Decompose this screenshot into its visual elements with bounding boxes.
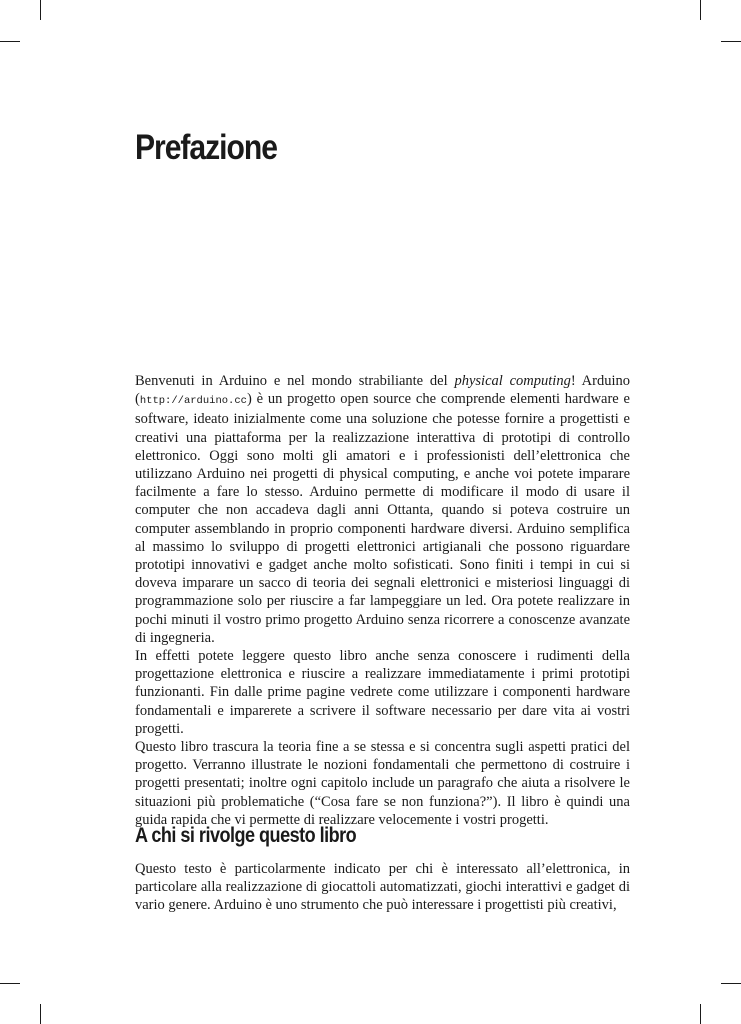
intro-p1-start: Benvenuti in Arduino e nel mondo strabiliante del [135, 373, 455, 389]
intro-paragraph-1 [135, 372, 630, 647]
crop-mark-bottom-right-h [721, 983, 741, 984]
intro-p1-mid: ! Arduino ( [135, 373, 630, 408]
section-paragraph-1: Questo testo è particolarmente indicato per chi è interessato all’elettronica, in particolare alla realizzazione di giocattoli automatizzati, giochi interattivi e gadget di vario genere. Arduino è uno strumento che può interessare i progettisti più creativi, [135, 861, 630, 914]
intro-paragraph-3: Questo libro trascura la teoria fine a se stessa e si concentra sugli aspetti pratici del progetto. Verranno illustrate le nozioni fondamentali che permettono di costruire i progetti presentati; inoltre ogni capitolo include un paragrafo che aiuta a risolvere le situazioni più problematiche (“Cosa fare se non funziona?”). Il libro è quindi una guida rapida che vi permette di realizzare velocemente i vostri progetti. [135, 739, 630, 828]
crop-mark-bottom-left [40, 1004, 41, 1024]
intro-p1-rest: ) è un progetto open source che comprende elementi hardware e software, ideato inizialmente come una soluzione che potesse fornire a progettisti e creativi una piattaforma per la realizzazione interattiva di prototipi di controllo elettronico. Oggi sono molti gli amatori e i professionisti dell’elettronica che utilizzano Arduino nei progetti di physical computing, e anche voi potete imparare facilmente a fare lo stesso. Arduino permette di modificare il modo di usare il computer che non accadeva dagli anni Ottanta, quando si poteva costruire un computer assemblando in proprio componenti hardware diversi. Arduino semplifica al massimo lo sviluppo di progetti elettronici artigianali che possono riguardare prototipi innovativi e gadget anche molto sofisticati. Sono finiti i tempi in cui si doveva imparare un sacco di teoria dei segnali elettronici e misteriosi linguaggi di programmazione solo per riuscire a far lampeggiare un led. Ora potete realizzare in pochi minuti il vostro primo progetto Arduino senza ricorrere a conoscenze avanzate di ingegneria. [135, 391, 630, 646]
crop-mark-top-left [40, 0, 41, 20]
intro-text [135, 372, 630, 829]
intro-paragraph-2: In effetti potete leggere questo libro anche senza conoscere i rudimenti della progettazione elettronica e riuscire a realizzare immediatamente i primi prototipi funzionanti. Fin dalle prime pagine vedrete come utilizzare i componenti hardware fondamentali e imparerete a scrivere il software necessario per dare vita ai vostri progetti. [135, 648, 630, 737]
page-title: Prefazione [135, 128, 277, 167]
crop-mark-top-right-h [721, 41, 741, 42]
crop-mark-top-left-h [0, 41, 20, 42]
section-heading: A chi si rivolge questo libro [135, 824, 357, 847]
intro-p1-italic: physical computing [454, 373, 571, 389]
section-text [135, 860, 630, 915]
crop-mark-bottom-right [700, 1004, 701, 1024]
crop-mark-top-right [700, 0, 701, 20]
crop-mark-bottom-left-h [0, 983, 20, 984]
arduino-url-link[interactable]: http://arduino.cc [139, 395, 247, 408]
